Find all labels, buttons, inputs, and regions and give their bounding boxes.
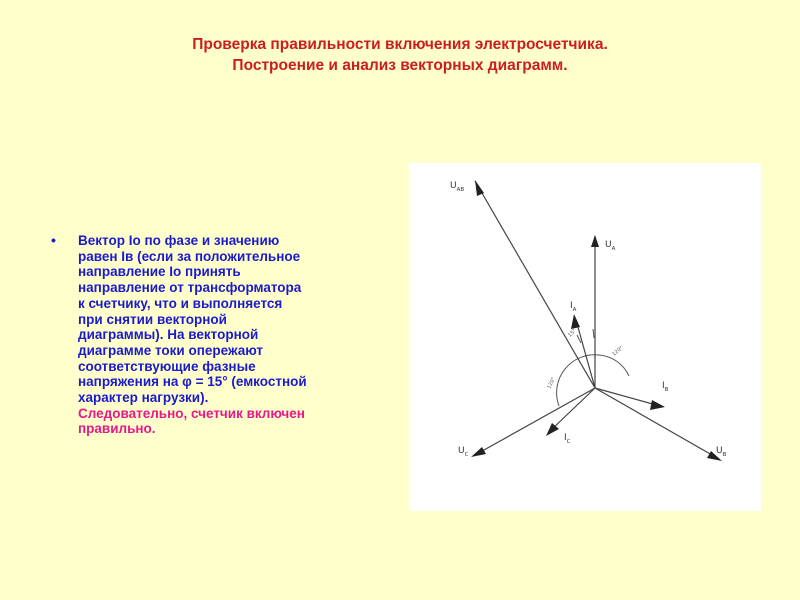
bullet-line: Вектор Iо по фазе и значению [78,233,280,248]
label-i-a: IA [570,301,577,313]
label-u-a: UA [605,240,616,252]
slide-title [100,34,700,76]
bullet-line: соответствующие фазные [78,358,256,374]
vector-i-a-arrowhead [571,314,580,329]
label-i-c: IC [564,433,571,445]
vector-u-c-line [475,388,595,455]
conclusion-line: Следовательно, счетчик включен [78,405,305,421]
angle-label-120-left: 120° [546,376,557,390]
vector-i-b-arrowhead [650,400,665,410]
vector-u-a-arrowhead [591,235,599,247]
bullet-line: характер нагрузки). [78,390,209,406]
conclusion-line: правильно. [78,421,156,437]
bullet-line: направление от трансформатора [78,280,302,296]
vector-u-c-arrowhead [471,447,486,457]
vector-u-ab-line [475,181,595,388]
label-u-c: UC [458,446,469,458]
bullet-paragraph [51,232,396,437]
vector-i-a-line [576,320,595,388]
bullet-line: равен Iв (если за положительное [78,248,301,264]
vector-i-b-line [595,388,660,406]
label-i-b: IB [662,381,669,393]
label-u-b: UB [716,446,727,458]
bullet-marker: • [51,232,56,248]
label-u-ab: UAB [450,181,465,193]
vector-diagram-panel [409,163,761,511]
bullet-line: к счетчику, что и выполняется [78,295,283,311]
slide-title-line-1: Проверка правильности включения электросчетчика. [192,36,608,53]
vector-u-b-line [595,388,719,459]
bullet-line: при снятии векторной [78,311,227,327]
angle-label-120-top: 120° [611,345,625,358]
bullet-line: напряжения на φ = 15° (емкостной [78,374,307,390]
bullet-line: диаграмме токи опережают [78,342,264,358]
vector-diagram [409,163,761,511]
bullet-line: направление Iо принять [78,264,241,280]
slide-title-line-2: Построение и анализ векторных диаграмм. [232,57,568,74]
arc-tick [593,329,594,338]
angle-label-15: 15° [567,327,578,339]
bullet-line: диаграммы). На векторной [78,327,259,343]
